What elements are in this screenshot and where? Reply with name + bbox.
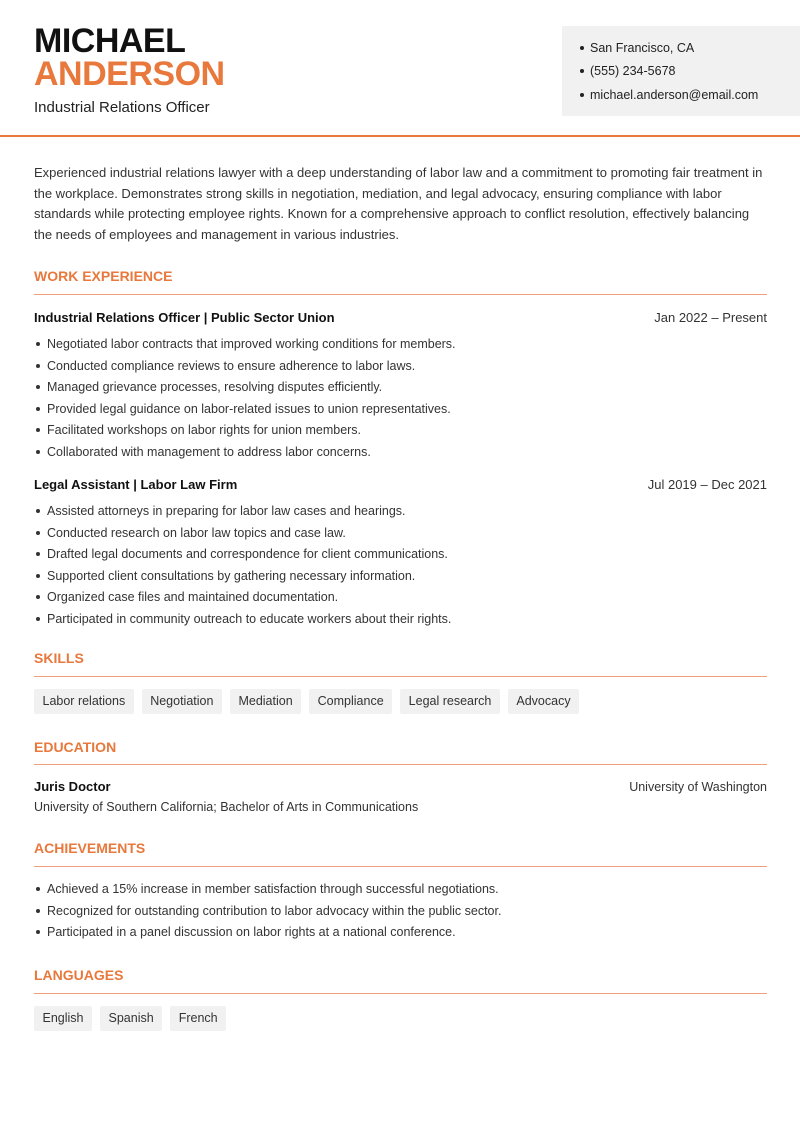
- contact-phone: [580, 63, 675, 79]
- job-title: Industrial Relations Officer: [34, 99, 210, 116]
- email-text: michael.anderson@email.com: [590, 88, 759, 102]
- list-item: Negotiated labor contracts that improved working conditions for members.: [34, 336, 767, 352]
- list-item: Supported client consultations by gathering necessary information.: [34, 568, 767, 584]
- education-school: University of Washington: [629, 780, 767, 794]
- list-item: Facilitated workshops on labor rights for union members.: [34, 422, 767, 438]
- skill-chip: Labor relations: [34, 689, 134, 714]
- location-text: San Francisco, CA: [590, 41, 695, 55]
- section-divider: [34, 866, 767, 867]
- bullet-icon: [580, 69, 584, 73]
- section-divider: [34, 294, 767, 295]
- list-item: Conducted research on labor law topics and case law.: [34, 525, 767, 541]
- contact-box: [562, 26, 800, 116]
- skills-list: [34, 689, 579, 714]
- bullet-icon: [580, 93, 584, 97]
- contact-location: [580, 40, 694, 56]
- language-chip: English: [34, 1006, 92, 1031]
- job-role: Industrial Relations Officer | Public Sector Union: [34, 310, 335, 325]
- job-header: [34, 310, 767, 326]
- job-bullets: [34, 503, 767, 632]
- list-item: Conducted compliance reviews to ensure adherence to labor laws.: [34, 358, 767, 374]
- skill-chip: Negotiation: [142, 689, 222, 714]
- achievements-heading: ACHIEVEMENTS: [34, 840, 146, 856]
- language-chip: Spanish: [100, 1006, 162, 1031]
- achievements-list: [34, 881, 767, 946]
- section-divider: [34, 993, 767, 994]
- list-item: Collaborated with management to address labor concerns.: [34, 444, 767, 460]
- job-role: Legal Assistant | Labor Law Firm: [34, 477, 238, 492]
- skill-chip: Advocacy: [508, 689, 579, 714]
- skill-chip: Compliance: [309, 689, 392, 714]
- summary-paragraph: Experienced industrial relations lawyer with a deep understanding of labor law and a commitment to promoting fair treatment in the workplace. Demonstrates strong skills in negotiation, mediation, and legal advocacy, ensuring compliance with labor standards while protecting employee rights. Known for a comprehensive approach to conflict resolution, effectively balancing the needs of employees and management in various industries.: [34, 165, 763, 242]
- education-degree: Juris Doctor: [34, 779, 111, 794]
- job-header: [34, 477, 767, 493]
- last-name: ANDERSON: [34, 55, 225, 93]
- first-name: MICHAEL: [34, 22, 186, 60]
- phone-text: (555) 234-5678: [590, 64, 676, 78]
- list-item: Managed grievance processes, resolving disputes efficiently.: [34, 379, 767, 395]
- job-dates: Jan 2022 – Present: [654, 310, 767, 325]
- list-item: Drafted legal documents and correspondence for client communications.: [34, 546, 767, 562]
- list-item: Recognized for outstanding contribution to labor advocacy within the public sector.: [34, 903, 767, 919]
- contact-email: [580, 87, 758, 103]
- job-dates: Jul 2019 – Dec 2021: [647, 477, 767, 492]
- education-heading: EDUCATION: [34, 739, 117, 755]
- bullet-icon: [580, 46, 584, 50]
- job-bullets: [34, 336, 767, 465]
- list-item: Participated in community outreach to educate workers about their rights.: [34, 611, 767, 627]
- languages-heading: LANGUAGES: [34, 967, 124, 983]
- skills-heading: SKILLS: [34, 650, 84, 666]
- section-divider: [34, 676, 767, 677]
- language-chip: French: [170, 1006, 226, 1031]
- section-divider: [34, 764, 767, 765]
- education-detail: University of Southern California; Bachelor of Arts in Communications: [34, 800, 419, 814]
- languages-list: [34, 1006, 226, 1031]
- list-item: Achieved a 15% increase in member satisfaction through successful negotiations.: [34, 881, 767, 897]
- list-item: Participated in a panel discussion on labor rights at a national conference.: [34, 924, 767, 940]
- list-item: Provided legal guidance on labor-related issues to union representatives.: [34, 401, 767, 417]
- work-experience-heading: WORK EXPERIENCE: [34, 268, 173, 284]
- list-item: Assisted attorneys in preparing for labor law cases and hearings.: [34, 503, 767, 519]
- skill-chip: Legal research: [400, 689, 500, 714]
- skill-chip: Mediation: [230, 689, 301, 714]
- resume-header: [0, 0, 800, 137]
- list-item: Organized case files and maintained documentation.: [34, 589, 767, 605]
